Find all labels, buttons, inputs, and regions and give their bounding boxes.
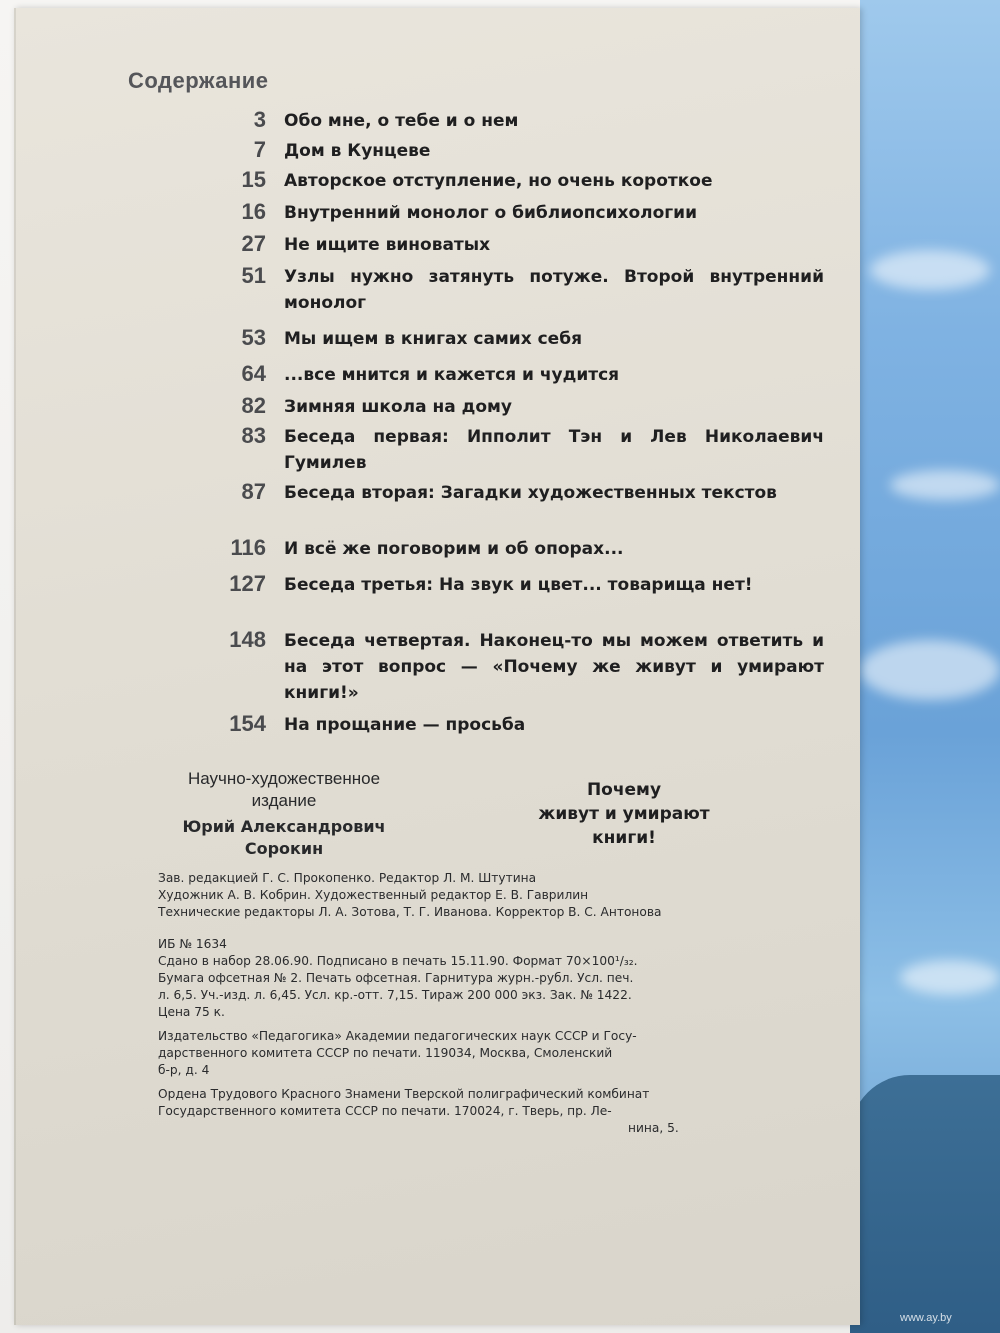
toc-title: Беседа четвертая. Наконец-то мы можем ответить и на этот вопрос — «Почему же живут и умирают книги!» bbox=[284, 631, 824, 703]
toc-entry bbox=[214, 362, 824, 394]
toc-heading: Содержание bbox=[128, 68, 269, 93]
edition-type: Научно-художественное bbox=[187, 769, 381, 788]
toc-page-number: 83 bbox=[241, 423, 266, 448]
toc-entry bbox=[214, 424, 824, 480]
toc-title: Узлы нужно затянуть потуже. Второй внутренний монолог bbox=[284, 267, 824, 313]
toc-title: Зимняя школа на дому bbox=[284, 397, 513, 417]
print-info-line: л. 6,5. Уч.-изд. л. 6,45. Усл. кр.-отт. 7,15. Тираж 200 000 экз. Зак. № 1422. bbox=[158, 988, 632, 1002]
toc-page-number: 3 bbox=[253, 107, 266, 132]
book-cover-mountain bbox=[850, 1075, 1000, 1333]
print-info-block bbox=[158, 936, 818, 1021]
toc-entry bbox=[214, 264, 824, 326]
toc-title: На прощание — просьба bbox=[284, 715, 526, 735]
toc-page-number: 51 bbox=[241, 263, 266, 288]
publisher-line: Издательство «Педагогика» Академии педагогических наук СССР и Госу- bbox=[158, 1029, 637, 1043]
watermark-text: www.ay.by bbox=[900, 1312, 952, 1324]
toc-entry bbox=[214, 394, 824, 424]
book-title-line: живут и умирают bbox=[538, 804, 710, 824]
toc-entry bbox=[214, 712, 824, 742]
toc-entry bbox=[214, 232, 824, 264]
toc-title: Беседа вторая: Загадки художественных текстов bbox=[284, 483, 777, 503]
publisher-line: дарственного комитета СССР по печати. 119034, Москва, Смоленский bbox=[158, 1046, 613, 1060]
toc-page-number: 64 bbox=[241, 361, 266, 386]
book-title-line: книги! bbox=[592, 828, 656, 848]
toc-entry bbox=[214, 536, 824, 572]
toc-title: Беседа третья: На звук и цвет... товарища нет! bbox=[284, 575, 753, 595]
toc-page-number: 116 bbox=[230, 535, 266, 560]
toc-page-number: 53 bbox=[241, 325, 266, 350]
credits-block bbox=[158, 870, 818, 921]
toc-page-number: 87 bbox=[241, 479, 266, 504]
toc-page-number: 16 bbox=[241, 199, 266, 224]
print-info-line: ИБ № 1634 bbox=[158, 937, 227, 951]
credits-line: Художник А. В. Кобрин. Художественный редактор Е. В. Гаврилин bbox=[158, 888, 589, 902]
toc-title: И всё же поговорим и об опорах... bbox=[284, 539, 624, 559]
toc-title: Мы ищем в книгах самих себя bbox=[284, 329, 582, 349]
toc-title: Не ищите виноватых bbox=[284, 235, 491, 255]
edition-type: издание bbox=[251, 791, 317, 810]
toc-title: Дом в Кунцеве bbox=[284, 141, 431, 161]
toc-entry bbox=[214, 138, 824, 168]
toc-page-number: 82 bbox=[241, 393, 266, 418]
page-edge bbox=[14, 8, 16, 1325]
toc-entry bbox=[214, 108, 824, 138]
author-name: Сорокин bbox=[244, 839, 324, 858]
toc-title: Беседа первая: Ипполит Тэн и Лев Николаевич Гумилев bbox=[284, 427, 824, 473]
toc-page-number: 154 bbox=[229, 711, 266, 736]
toc-page-number: 148 bbox=[229, 627, 266, 652]
printer-block bbox=[158, 1086, 818, 1137]
printer-line: Государственного комитета СССР по печати. 170024, г. Тверь, пр. Ле- bbox=[158, 1104, 612, 1118]
print-info-line: Бумага офсетная № 2. Печать офсетная. Гарнитура журн.-рубл. Усл. печ. bbox=[158, 971, 634, 985]
toc-title: Внутренний монолог о библиопсихологии bbox=[284, 203, 698, 223]
toc-page-number: 7 bbox=[253, 137, 266, 162]
book-page bbox=[14, 8, 860, 1325]
printer-line: нина, 5. bbox=[628, 1121, 679, 1135]
toc-title: ...все мнится и кажется и чудится bbox=[284, 365, 620, 385]
toc-entry bbox=[214, 326, 824, 362]
table-of-contents bbox=[214, 108, 824, 742]
toc-title: Обо мне, о тебе и о нем bbox=[284, 111, 519, 131]
print-info-line: Цена 75 к. bbox=[158, 1005, 225, 1019]
toc-entry bbox=[214, 628, 824, 712]
publisher-line: б-р, д. 4 bbox=[158, 1063, 210, 1077]
publisher-block bbox=[158, 1028, 818, 1079]
toc-page-number: 15 bbox=[241, 167, 266, 192]
print-info-line: Сдано в набор 28.06.90. Подписано в печать 15.11.90. Формат 70×100¹/₃₂. bbox=[158, 954, 638, 968]
toc-page-number: 27 bbox=[241, 231, 266, 256]
toc-page-number: 127 bbox=[229, 571, 266, 596]
toc-title: Авторское отступление, но очень короткое bbox=[284, 171, 713, 191]
book-title-line: Почему bbox=[586, 780, 662, 800]
credits-line: Зав. редакцией Г. С. Прокопенко. Редактор Л. М. Штутина bbox=[158, 871, 537, 885]
toc-entry bbox=[214, 572, 824, 628]
imprint-edition bbox=[144, 768, 424, 860]
toc-entry bbox=[214, 200, 824, 232]
toc-entry bbox=[214, 168, 824, 200]
credits-line: Технические редакторы Л. А. Зотова, Т. Г. Иванова. Корректор В. С. Антонова bbox=[158, 905, 662, 919]
printer-line: Ордена Трудового Красного Знамени Тверской полиграфический комбинат bbox=[158, 1087, 650, 1101]
toc-entry bbox=[214, 480, 824, 536]
book-title bbox=[494, 778, 754, 850]
author-name: Юрий Александрович bbox=[182, 817, 386, 836]
